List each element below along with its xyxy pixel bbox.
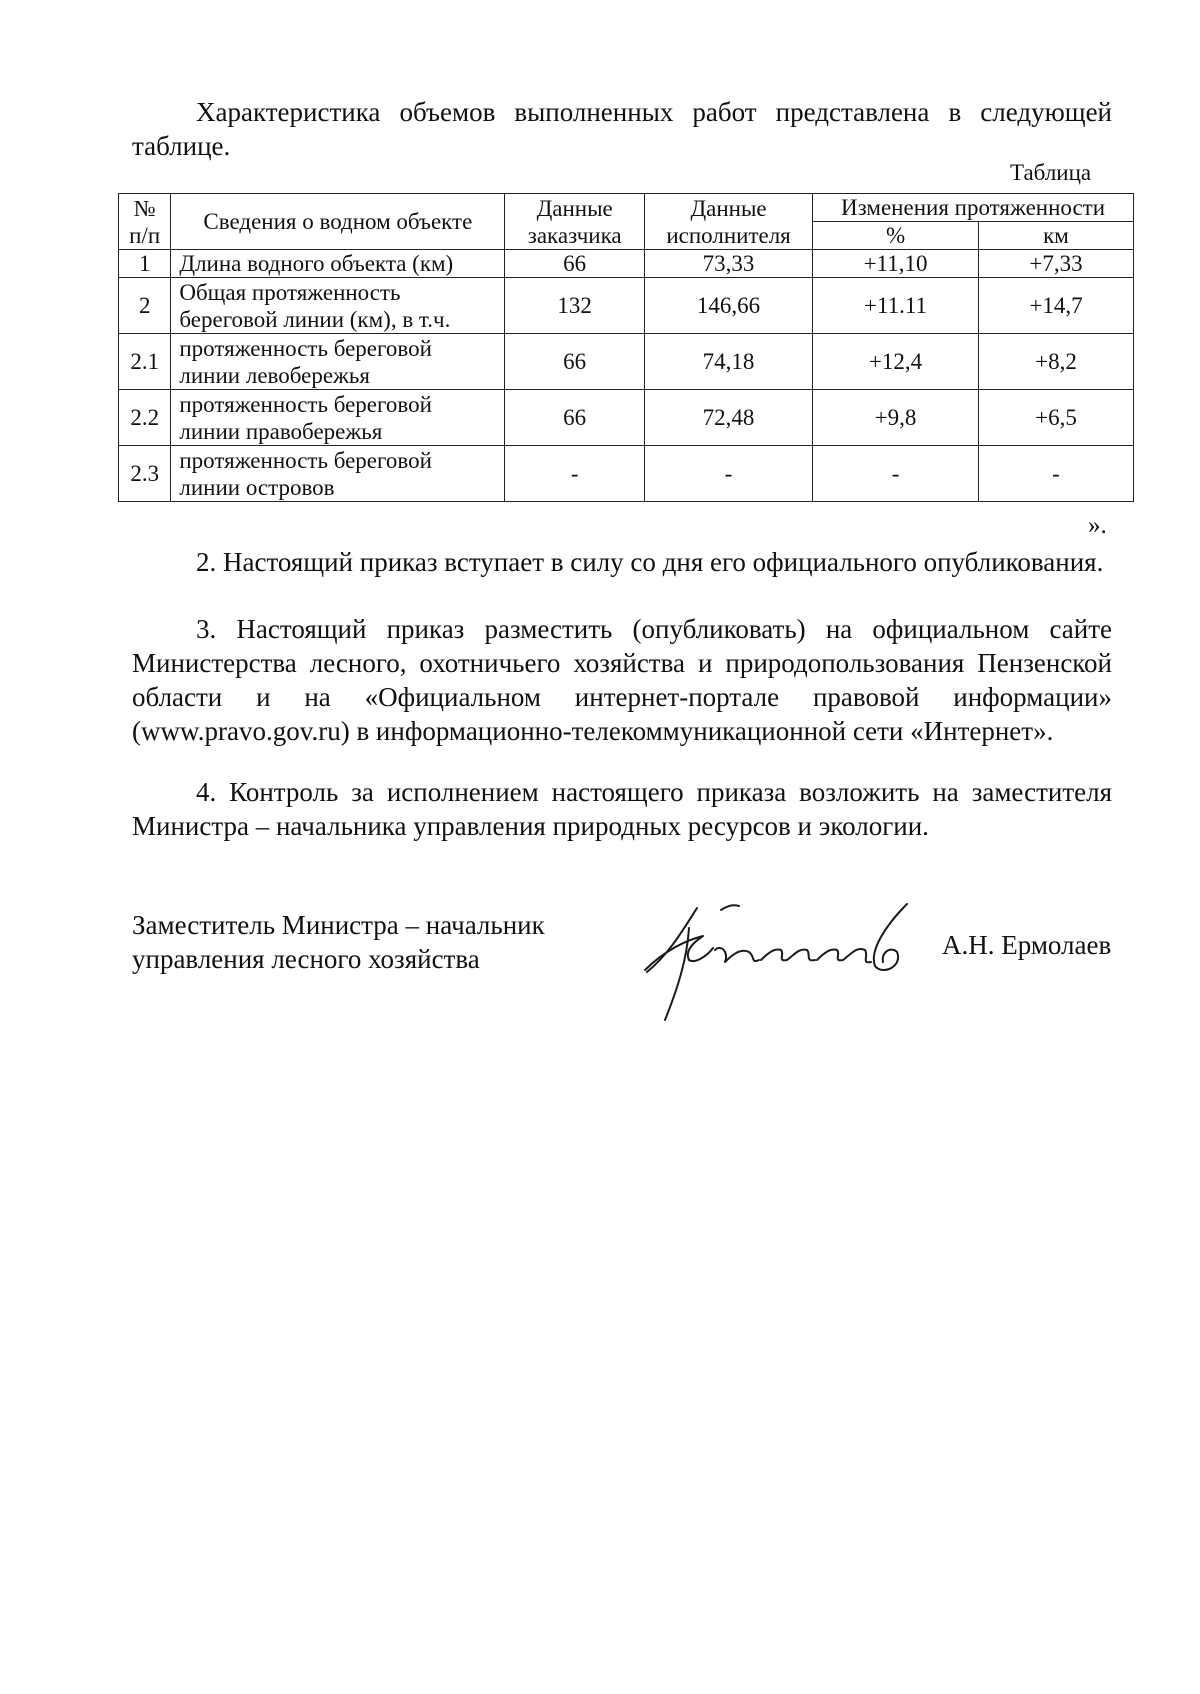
table-row <box>119 446 1134 502</box>
row-customer: 66 <box>505 390 645 446</box>
paragraph-4: 4. Контроль за исполнением настоящего приказа возложить на заместителя Министра – начальника управления природных ресурсов и экологии. <box>132 777 1112 841</box>
row-num: 2.3 <box>119 446 171 502</box>
closing-quote: ». <box>1088 512 1107 539</box>
row-info: протяженность береговой линии левобережья <box>171 334 505 390</box>
row-customer: 66 <box>505 250 645 278</box>
signer-position-line-1: Заместитель Министра – начальник <box>132 910 545 940</box>
intro-paragraph: Характеристика объемов выполненных работ представлена в следующей таблице. <box>132 97 1112 161</box>
row-pct: - <box>813 446 979 502</box>
handwritten-signature-icon <box>625 890 925 1030</box>
header-executor: Данные исполнителя <box>645 194 813 250</box>
header-num: № п/п <box>119 194 171 250</box>
header-pct: % <box>813 222 979 250</box>
table-caption: Таблица <box>1010 160 1092 185</box>
row-info: протяженность береговой линии правобережья <box>171 390 505 446</box>
row-info: протяженность береговой линии островов <box>171 446 505 502</box>
row-customer: 132 <box>505 278 645 334</box>
header-info: Сведения о водном объекте <box>171 194 505 250</box>
row-km: - <box>978 446 1133 502</box>
table-row <box>119 278 1134 334</box>
row-executor: 72,48 <box>645 390 813 446</box>
table-row <box>119 334 1134 390</box>
paragraph-2: 2. Настоящий приказ вступает в силу со дня его официального опубликования. <box>196 547 1104 577</box>
row-executor: 74,18 <box>645 334 813 390</box>
row-info: Общая протяженность береговой линии (км), в т.ч. <box>171 278 505 334</box>
row-pct: +11.11 <box>813 278 979 334</box>
row-executor: 146,66 <box>645 278 813 334</box>
row-km: +6,5 <box>978 390 1133 446</box>
table-row <box>119 250 1134 278</box>
row-num: 1 <box>119 250 171 278</box>
row-info: Длина водного объекта (км) <box>171 250 505 278</box>
row-km: +7,33 <box>978 250 1133 278</box>
row-executor: 73,33 <box>645 250 813 278</box>
paragraph-3: 3. Настоящий приказ разместить (опубликовать) на официальном сайте Министерства лесного, охотничьего хозяйства и природопользования Пензенской области и на «Официальном интернет-портале правовой информации» (www.pravo.gov.ru) в информационно-телекоммуникационной сети «Интернет». <box>132 614 1112 746</box>
header-change: Изменения протяженности <box>813 194 1134 222</box>
row-customer: - <box>505 446 645 502</box>
row-num: 2 <box>119 278 171 334</box>
row-executor: - <box>645 446 813 502</box>
row-pct: +9,8 <box>813 390 979 446</box>
header-customer: Данные заказчика <box>505 194 645 250</box>
table-row <box>119 390 1134 446</box>
signer-position-line-2: управления лесного хозяйства <box>132 944 480 974</box>
row-km: +14,7 <box>978 278 1133 334</box>
row-pct: +11,10 <box>813 250 979 278</box>
row-num: 2.2 <box>119 390 171 446</box>
signer-name: А.Н. Ермолаев <box>942 930 1112 960</box>
row-num: 2.1 <box>119 334 171 390</box>
row-customer: 66 <box>505 334 645 390</box>
signer-position <box>132 908 545 976</box>
row-pct: +12,4 <box>813 334 979 390</box>
water-body-table <box>118 193 1134 502</box>
header-km: км <box>978 222 1133 250</box>
row-km: +8,2 <box>978 334 1133 390</box>
